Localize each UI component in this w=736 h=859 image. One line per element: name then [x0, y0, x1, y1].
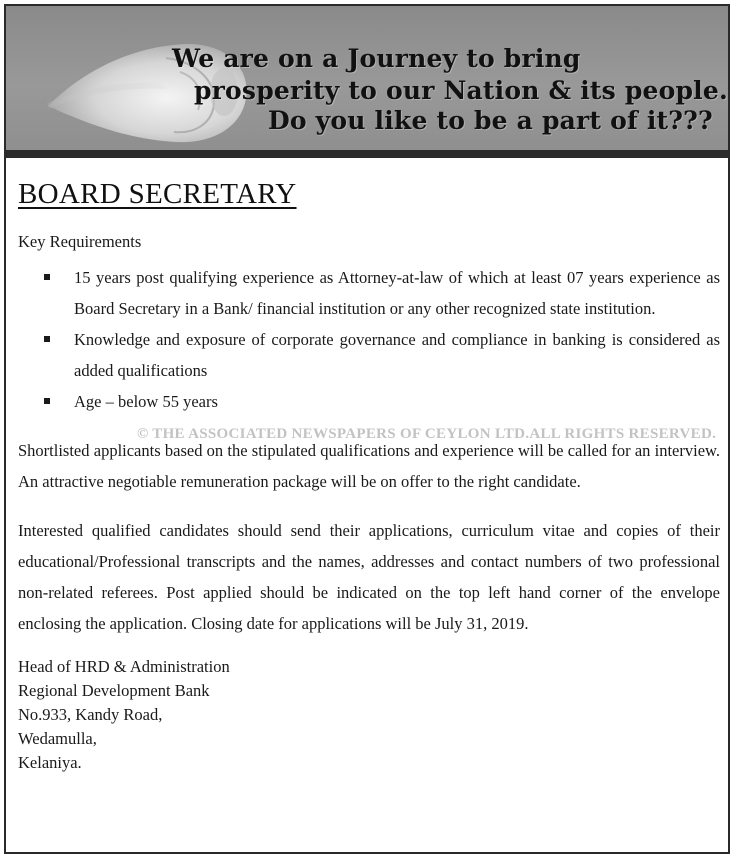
requirement-item — [18, 262, 720, 324]
job-title: BOARD SECRETARY — [18, 178, 297, 210]
advert-body — [18, 174, 720, 775]
job-advertisement — [4, 4, 730, 854]
requirements-heading: Key Requirements — [18, 232, 142, 251]
shortlist-paragraph: Shortlisted applicants based on the stipulated qualifications and experience will be called for an interview. An attractive negotiable remuneration package will be on offer to the right candidate. — [18, 441, 720, 491]
requirements-list — [18, 262, 720, 417]
address-line: Regional Development Bank — [18, 681, 210, 700]
bullet-icon — [44, 274, 50, 280]
bullet-icon — [44, 398, 50, 404]
application-paragraph: Interested qualified candidates should send their applications, curriculum vitae and copies of their educational/Professional transcripts and the names, addresses and contact numbers of two professional non-related referees. Post applied should be indicated on the top left hand corner of the envelope enclosing the application. Closing date for applications will be July 31, 2019. — [18, 521, 720, 633]
address-line: Wedamulla, — [18, 729, 97, 748]
requirement-text: Age – below 55 years — [74, 392, 218, 411]
address-line: No.933, Kandy Road, — [18, 705, 163, 724]
contact-address — [18, 655, 720, 775]
tagline-line-3: Do you like to be a part of it??? — [268, 106, 713, 135]
address-line: Kelaniya. — [18, 753, 82, 772]
requirement-text: Knowledge and exposure of corporate governance and compliance in banking is considered as added qualifications — [74, 330, 720, 380]
copyright-watermark: © THE ASSOCIATED NEWSPAPERS OF CEYLON LTD.ALL RIGHTS RESERVED. — [137, 426, 717, 442]
requirement-text: 15 years post qualifying experience as Attorney-at-law of which at least 07 years experience as Board Secretary in a Bank/ financial institution or any other recognized state institution. — [74, 268, 720, 318]
banner-divider — [6, 150, 728, 158]
bullet-icon — [44, 336, 50, 342]
requirement-item — [18, 324, 720, 386]
address-line: Head of HRD & Administration — [18, 657, 230, 676]
header-banner — [6, 6, 728, 150]
tagline-line-2: prosperity to our Nation & its people. — [194, 76, 728, 105]
tagline-line-1: We are on a Journey to bring — [172, 44, 581, 73]
requirement-item — [18, 386, 720, 417]
